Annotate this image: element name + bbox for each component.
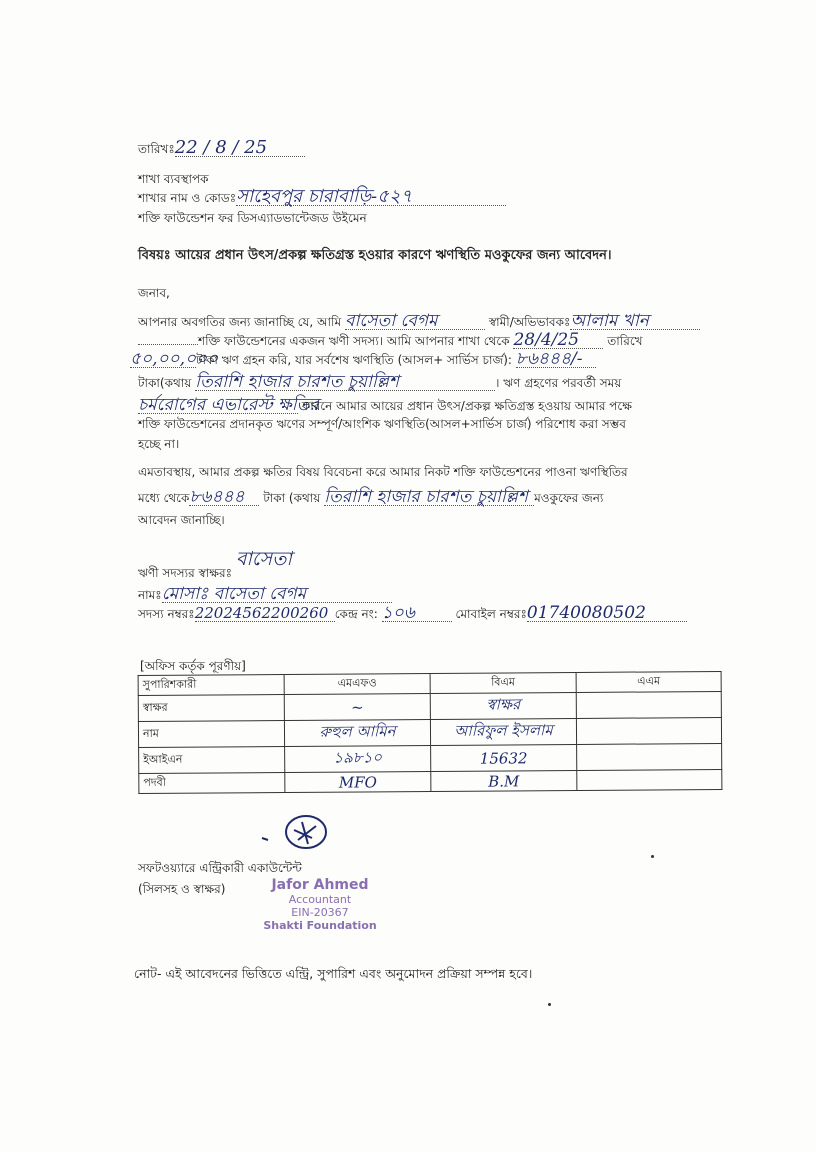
stamp-role: Accountant [288,893,352,906]
p1-line3 [130,351,596,368]
name-cell: রুহুল আমিন [284,719,430,746]
office-heading: [অফিস কর্তৃক পূরণীয়] [140,659,246,673]
p2-text-d: মওকুফের জন্য [534,491,604,505]
ein-cell [577,743,722,770]
mobile-handwritten: 01740080502 [527,605,687,622]
header-cell: এএম [576,671,721,692]
member-name-handwritten: বাসেতা বেগম [345,313,485,330]
p1-text-d: তারিখে [607,334,643,348]
ein-cell: 15632 [431,744,577,771]
p1-text-g: । ঋণ গ্রহণের পরবর্তী সময় [495,376,622,390]
row-label: স্বাক্ষর [138,695,284,722]
header-cell: সুপারিশকারী [138,675,284,696]
guardian-handwritten: আলাম খান [570,313,700,330]
p1-text-e: টাকা ঋণ গ্রহন করি, যার সর্বশেষ ঋণস্থিতি (আসল+ সার্ভিস চার্জ): [196,353,512,367]
member-fullname-handwritten: মোসাঃ বাসেতা বেগম [162,586,392,603]
branch-value: সাহেবপুর চারাবাড়ি-৫২৭ [236,189,506,206]
table-row [138,691,721,721]
org-name: শক্তি ফাউন্ডেশন ফর ডিসএ্যাডভান্টেজড উইমেন [138,211,367,225]
cause-handwritten: চর্মরোগের এভারেস্ট ক্ষতির [138,395,319,415]
p1-line6: শক্তি ফাউন্ডেশনের প্রদানকৃত ঋণের সম্পূর্ণ/আংশিক ঋণস্থিতি(আসল+সার্ভিস চার্জ) পরিশোধ করা সম্ভব [138,417,626,431]
designation-cell: MFO [285,771,431,792]
header-cell: বিএম [430,672,576,693]
stamp-name: Jafor Ahmed [271,877,369,893]
note-line: নোট- এই আবেদনের ভিত্তিতে এন্ট্রি, সুপারিশ এবং অনুমোদন প্রক্রিয়া সম্পন্ন হবে। [134,966,533,981]
balance-handwritten: ৮৬৪৪৪/- [516,351,596,368]
member-ids-line [138,605,687,622]
waiver-words-handwritten: তিরাশি হাজার চারশত চুয়াল্লিশ [324,489,534,506]
p1-line1 [138,313,700,330]
member-no-handwritten: 22024562200260 [195,605,335,622]
ein-cell: ১৯৮১০ [285,745,431,772]
row-label: ইআইএন [139,747,285,774]
member-signature-handwritten: বাসেতা [235,548,292,570]
date-value: 22 / 8 / 25 [175,140,305,157]
name-cell: আরিফুল ইসলাম [430,718,576,745]
member-no-label: সদস্য নম্বরঃ [138,607,195,621]
signature-cell [576,691,721,718]
row-label: নাম [138,721,284,748]
designation-cell: B.M [431,770,577,791]
table-row [139,769,722,793]
signature-cell: স্বাক্ষর [430,692,576,719]
p1-text-c: শক্তি ফাউন্ডেশনের একজন ঋণী সদস্য। আমি আপনার শাখা থেকে [198,334,510,348]
name-cell [576,717,721,744]
member-name-line [138,586,392,603]
manager-label: শাখা ব্যবস্থাপক [138,172,209,186]
p2-line2 [138,489,603,506]
name-label: নামঃ [138,588,162,602]
p1-text-f: টাকা(কথায় [138,376,192,390]
loan-amount-handwritten: ৫০,০০,০০০ [130,349,219,369]
branch-label: শাখার নাম ও কোডঃ [138,191,237,205]
p2-text-b: মধ্যে থেকে [138,491,190,505]
member-signature-line [138,548,292,581]
p2-text-c: টাকা (কথায় [263,491,321,505]
table-row [139,743,722,773]
p1-text-h: কারনে আমার আয়ের প্রধান উৎস/প্রকল্প ক্ষতিগ্রস্ত হওয়ায় আমার পক্ষে [301,399,632,413]
center-label: কেন্দ্র নং: [334,607,378,621]
p1-text-b: স্বামী/অভিভাবকঃ [488,315,571,329]
accountant-stamp [258,877,382,932]
signature-cell: ~ [284,693,430,720]
loan-date-handwritten: 28/4/25 [513,332,603,349]
accountant-title: সফটওয়্যারে এন্ট্রিকারী একাউন্টেন্ট [138,861,302,875]
balance-words-handwritten: তিরাশি হাজার চারশত চুয়াল্লিশ [195,374,495,391]
accountant-subtitle: (সিলসহ ও স্বাক্ষর) [138,882,226,896]
salutation: জনাব, [138,286,170,300]
office-table [138,671,723,794]
sign-label: ঋণী সদস্যর স্বাক্ষরঃ [138,566,232,580]
center-no-handwritten: ১০৬ [382,605,452,622]
p1-line4 [138,374,621,391]
date-label: তারিখঃ [138,142,175,156]
table-row [138,717,721,747]
p2-line3: আবেদন জানাচ্ছি। [138,513,225,527]
waiver-amount-handwritten: ৮৬৪৪৪ [189,489,259,506]
designation-cell [577,769,722,790]
mobile-label: মোবাইল নম্বরঃ [455,607,527,621]
header-cell: এমএফও [284,673,430,694]
branch-line [138,186,506,207]
stray-mark [548,1003,551,1006]
accountant-signature-scribble [258,808,338,864]
subject-line: বিষয়ঃ আয়ের প্রধান উৎস/প্রকল্প ক্ষতিগ্রস্ত হওয়ার কারণে ঋণস্থিতি মওকুফের জন্য আবেদন। [138,248,612,263]
date-line [138,137,305,158]
p1-line2 [138,332,643,349]
row-label: পদবী [139,773,285,794]
stamp-ein: EIN-20367 [291,906,349,919]
stamp-org: Shakti Foundation [263,919,377,932]
p1-line7: হচ্ছে না। [138,437,180,451]
stray-mark [651,855,654,858]
p1-text-a: আপনার অবগতির জন্য জানাচ্ছি যে, আমি [138,315,342,329]
p1-line5 [138,397,632,414]
p2-line1: এমতাবস্থায়, আমার প্রকল্প ক্ষতির বিষয় বিবেচনা করে আমার নিকট শক্তি ফাউন্ডেশনের পাওনা ঋণস্থিতির [138,465,628,479]
